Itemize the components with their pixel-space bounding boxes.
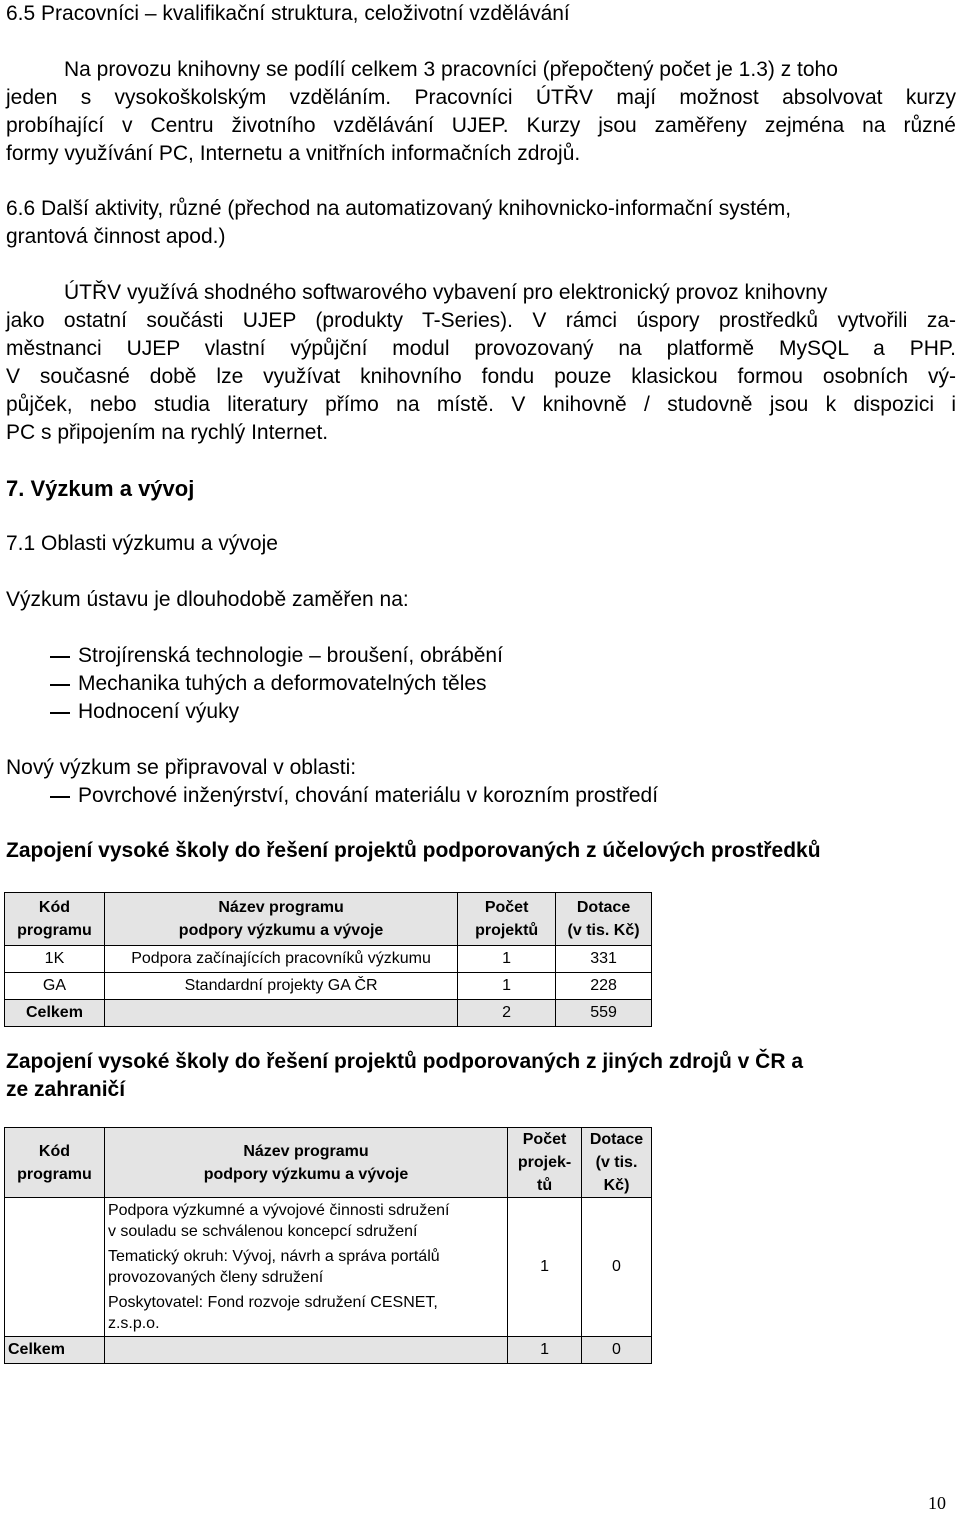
cell-code: 1K [5,946,105,973]
table-2-heading: Zapojení vysoké školy do řešení projektů podporovaných z jiných zdrojů v ČR a [6,1050,804,1073]
research-intro: Výzkum ústavu je dlouhodobě zaměřen na: [6,588,409,611]
table-header-row [5,893,652,946]
cell-name: Standardní projekty GA ČR [104,973,457,1000]
cell-grant: 0 [582,1198,652,1337]
total-count: 1 [508,1337,582,1364]
research-area-item: Strojírenská technologie – broušení, obrábění [78,644,503,667]
cell-code [5,1198,105,1337]
header-count: Počet projektů [458,893,556,946]
total-count: 2 [458,1000,556,1027]
header-name: Název programu podpory výzkumu a vývoje [104,1128,507,1198]
cell-grant: 228 [556,973,652,1000]
research-area-item: Mechanika tuhých a deformovatelných těles [78,672,487,695]
section-6-6-heading-cont: grantová činnost apod.) [6,225,226,248]
page-number: 10 [928,1493,946,1513]
paragraph-line: probíhající v Centru životního vzdělávání UJEP. Kurzy jsou zaměřeny zejména na různé [6,114,956,137]
total-label: Celkem [5,1337,105,1364]
header-count: Počet projek- tů [508,1128,582,1198]
section-6-6-heading: 6.6 Další aktivity, různé (přechod na automatizovaný knihovnicko-informační systém, [6,197,792,220]
table-row [5,946,652,973]
projects-table-1 [4,892,652,1027]
total-grant: 0 [582,1337,652,1364]
cell-count: 1 [458,973,556,1000]
header-grant: Dotace (v tis. Kč) [556,893,652,946]
section-6-5-heading: 6.5 Pracovníci – kvalifikační struktura, celoživotní vzdělávání [6,2,570,25]
bullet-dash [50,796,70,798]
table-1-heading: Zapojení vysoké školy do řešení projektů podporovaných z účelových prostředků [6,839,821,862]
total-label: Celkem [5,1000,105,1027]
table-total-row [5,1000,652,1027]
projects-table-2 [4,1127,652,1364]
table-row [5,973,652,1000]
paragraph-line: jako ostatní součásti UJEP (produkty T-Series). V rámci úspory prostředků vytvořili za- [6,309,956,332]
paragraph-line: PC s připojením na rychlý Internet. [6,421,329,444]
paragraph-line: Na provozu knihovny se podílí celkem 3 pracovníci (přepočtený počet je 1.3) z toho [64,58,838,81]
cell-name: Podpora začínajících pracovníků výzkumu [104,946,457,973]
cell-name: Podpora výzkumné a vývojové činnosti sdružení v souladu se schválenou koncepcí sdružení Tematický okruh: Vývoj, návrh a správa portálů provozovaných členy sdružení Poskytovatel: Fond rozvoje sdružení CESNET, z.s.p.o. [104,1198,507,1337]
paragraph-line: V současné době lze využívat knihovního fondu pouze klasickou formou osobních vý- [6,365,956,388]
cell-grant: 331 [556,946,652,973]
paragraph-line: půjček, nebo studia literatury přímo na místě. V knihovně / studovně jsou k dispozici i [6,393,956,416]
header-grant: Dotace (v tis. Kč) [582,1128,652,1198]
bullet-dash [50,684,70,686]
paragraph-line: formy využívání PC, Internetu a vnitřních informačních zdrojů. [6,142,581,165]
table-row [5,1198,652,1337]
research-area-item: Hodnocení výuky [78,700,240,723]
new-research-intro: Nový výzkum se připravoval v oblasti: [6,756,357,779]
cell-count: 1 [508,1198,582,1337]
section-7-heading: 7. Výzkum a vývoj [6,476,195,501]
table-2-heading-cont: ze zahraničí [6,1078,126,1101]
new-research-item: Povrchové inženýrství, chování materiálu v korozním prostředí [78,784,659,807]
section-7-1-heading: 7.1 Oblasti výzkumu a vývoje [6,532,278,555]
paragraph-line: ÚTŘV využívá shodného softwarového vybavení pro elektronický provoz knihovny [64,281,828,304]
total-empty [104,1000,457,1027]
total-empty [104,1337,507,1364]
bullet-dash [50,712,70,714]
cell-code: GA [5,973,105,1000]
table-total-row [5,1337,652,1364]
bullet-dash [50,656,70,658]
paragraph-line: jeden s vysokoškolským vzděláním. Pracovníci ÚTŘV mají možnost absolvovat kurzy [6,86,956,109]
cell-count: 1 [458,946,556,973]
header-name: Název programu podpory výzkumu a vývoje [104,893,457,946]
paragraph-line: městnanci UJEP vlastní výpůjční modul provozovaný na platformě MySQL a PHP. [6,337,956,360]
total-grant: 559 [556,1000,652,1027]
header-code: Kód programu [5,893,105,946]
table-header-row [5,1128,652,1198]
header-code: Kód programu [5,1128,105,1198]
